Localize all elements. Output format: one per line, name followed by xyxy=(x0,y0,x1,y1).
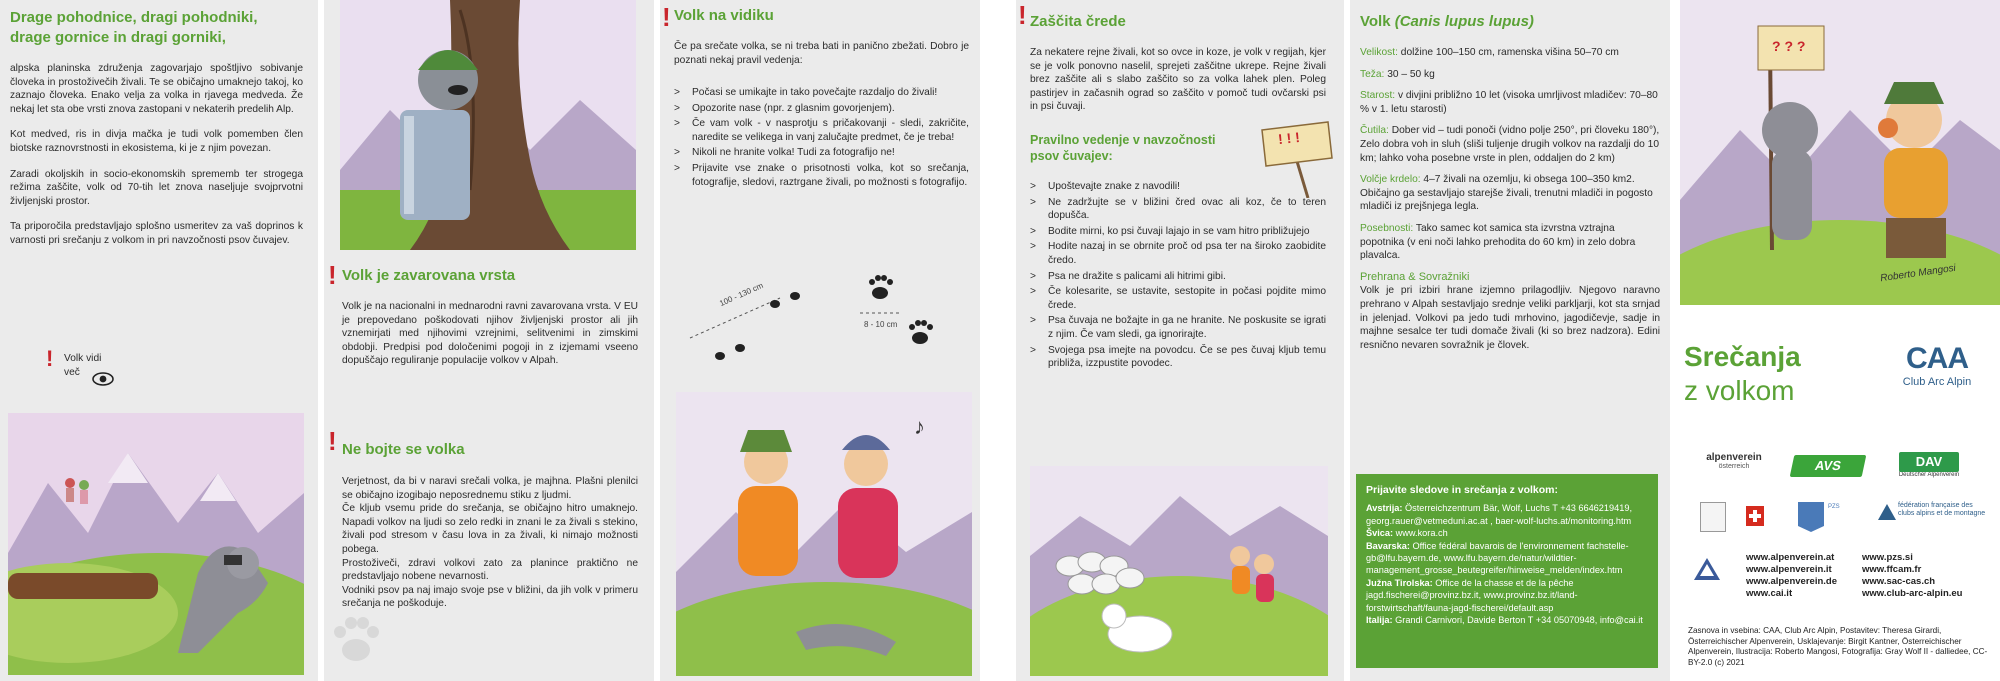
protected-species-text: Volk je na nacionalni in mednarodni ravni zavarovana vrsta. V EU je prepovedano poškodovati njihov življenjski prostor ali jih vznemirjati med njihovimi vzrejnimi, selitvenimi in zimskimi obdobji. Predpisi pod določenimi pogoji in z izjemami vseeno dopuščajo reguliranje populacije volkov v Alpah. xyxy=(342,301,638,367)
paw-print-watermark xyxy=(326,610,386,670)
paw-size-label: 8 - 10 cm xyxy=(864,320,898,329)
sign-question-marks: ? ? ? xyxy=(1772,38,1806,54)
wolf-sees-more-note: Volk vidi več xyxy=(64,353,102,378)
caa-logo-mark: CAA xyxy=(1906,342,1968,375)
exclamation-icon: ! xyxy=(328,260,337,290)
credits-text: Zasnova in vsebina: CAA, Club Arc Alpin, Postavitev: Theresa Girardi, Österreichischer Alpenverein, Usklajevanje: Birgit Kantner, Österreichischer Alpenverein, Ilustracija: Roberto Mangosi, Fotografija: Gray Wolf II - dalliedee, CC-BY-2.0 (c) 2021 xyxy=(1688,626,1988,667)
contact-switzerland: Švica: www.kora.ch xyxy=(1366,528,1448,539)
wolf-facts-list xyxy=(1360,46,1660,352)
heading-wolf-in-sight: Volk na vidiku xyxy=(674,7,774,24)
swiss-cross-icon xyxy=(1746,506,1764,526)
website-link[interactable]: www.cai.it xyxy=(1746,588,1793,599)
rules-list xyxy=(1030,180,1326,371)
panel-wolf-in-sight xyxy=(660,0,980,681)
contact-austria: Avstrija: Österreichzentrum Bär, Wolf, Luchs T +43 6646219419, georg.rauer@vetmeduni.ac.at , baer-wolf-luchs.at/monitoring.htm xyxy=(1366,503,1633,526)
rule-item: > Prijavite vse znake o prisotnosti volka, kot so srečanja, fotografije, sledovi, raztrgane živali, po možnosti s fotografijo. xyxy=(674,162,969,189)
rule-item: > Počasi se umikajte in tako povečajte razdaljo do živali! xyxy=(674,86,969,100)
heading-dont-fear: Ne bojte se volka xyxy=(342,441,465,458)
illustration-wolf-with-sign xyxy=(1680,0,2000,305)
cover-title: Srečanja z volkom xyxy=(1684,341,1801,406)
dont-fear-text: Verjetnost, da bi v naravi srečali volka, je majhna. Plašni plenilci se običajno izogibajo neposrednemu stiku z ljudmi. Če kljub vsemu pride do srečanja, se običajno hitro umaknejo. Napadi volkov na ljudi so zelo redki in znani le za živali s stekino, živali pod stresom v času lova in za živali, ki nimajo možnosti pobega. Prostoživeči, zdravi volkovi zato za planince praktično ne predstavljajo nobene nevarnosti. Vodniki psov pa naj imajo svoje pse v bližini, da jih volk v primeru srečanja ne poškoduje. xyxy=(342,476,638,610)
welcome-para-3: Zaradi okoljskih in socio-ekonomskih sprememb ter strogega režima zaščite, volk od 70-tih let znova naseljuje svojprvotni življenjski prostor. xyxy=(10,168,303,207)
heading-diet-enemies: Prehrana & Sovražniki xyxy=(1360,270,1470,283)
pzs-logo-text: PZS xyxy=(1828,504,1840,510)
exclamation-icon: ! xyxy=(328,426,337,456)
fact-senses: Čutila: Dober vid – tudi ponoči (vidno polje 250°, pri človeku 180°), Zelo dobra voh in sluh (sliši tuljenje drugih volkov na razdalji do 10 km; lahko voha posebne vrste in plen, oddaljen do 2 km) xyxy=(1360,125,1660,164)
member-websites-left xyxy=(1746,552,1837,600)
rule-item: > Svojega psa imejte na povodcu. Če se pes čuvaj kljub temu približa, izzpustite povodec. xyxy=(1030,344,1326,371)
report-sightings-box xyxy=(1356,474,1658,668)
website-link[interactable]: www.club-arc-alpin.eu xyxy=(1862,588,1963,599)
exclamation-icon: ! xyxy=(1018,0,1027,30)
herd-protection-text: Za nekatere rejne živali, kot so ovce in koze, je volk v regijah, kjer se je volk ponovno naselil, sprejeti zaščitne ukrepe. Rejne živali brez zaščite ali s slabo zaščito so za volka lahek plen. Poleg pastirjev in začasnih ograd so zaščito v pomoč tudi ovčarski psi in psi čuvaji. xyxy=(1030,47,1326,113)
rule-item: > Psa ne dražite s palicami ali hitrimi gibi. xyxy=(1030,270,1326,284)
welcome-text xyxy=(10,62,303,260)
dav-logo: DAV Deutscher Alpenverein xyxy=(1898,454,1960,478)
ffcam-logo-text: fédération française des clubs alpins et de montagne xyxy=(1898,502,1986,517)
contact-italy: Italija: Grandi Carnivori, Davide Berton T +34 05070948, info@cai.it xyxy=(1366,615,1643,626)
heading-herd-protection: Zaščita črede xyxy=(1030,13,1126,30)
rule-item: > Psa čuvaja ne božajte in ga ne hranite. Ne poskusite se igrati z njim. Če vam sledi, ga ignorirajte. xyxy=(1030,314,1326,341)
rule-item: > Upoštevajte znake z navodili! xyxy=(1030,180,1326,194)
panel-protected-species xyxy=(324,0,654,681)
illustration-wolf-behind-tree xyxy=(340,0,636,250)
fact-size: Velikost: dolžine 100–150 cm, ramenska višina 50–70 cm xyxy=(1360,47,1619,58)
contact-south-tyrol: Južna Tirolska: Office de la chasse et de la pêche jagd.fischerei@provinz.bz.it, www.provinz.bz.it/land-forstwirtschaft/fauna-jagd-fischerei/default.asp xyxy=(1366,577,1578,613)
panel-cover xyxy=(1680,0,2000,681)
heading-guard-dog-behaviour: Pravilno vedenje v navzočnosti psov čuvajev: xyxy=(1030,133,1216,163)
heading-protected-species: Volk je zavarovana vrsta xyxy=(342,267,516,284)
stride-length-label: 100 - 130 cm xyxy=(718,280,765,309)
website-link[interactable]: www.pzs.si xyxy=(1862,552,1913,563)
pzs-logo-mark xyxy=(1798,502,1824,532)
music-note-icon: ♪ xyxy=(914,414,925,439)
exclamation-icon: ! xyxy=(662,2,671,32)
welcome-title: Drage pohodnice, dragi pohodniki, drage gornice in dragi gorniki, xyxy=(10,9,258,46)
club-arc-alpin-logo xyxy=(1892,342,1982,388)
avs-logo: AVS xyxy=(1790,455,1867,477)
welcome-para-1: alpska planinska združenja zagovarjajo spoštljivo sobivanje človeka in prostoživečih živali. Te se običajno umaknejo takoj, ko zaznajo človeka. Enako velja za volka in rjavega medveda. Že nekaj let sta obe vrsti znova zastopani v nekaterih predelih Alp. xyxy=(10,63,303,115)
eye-icon xyxy=(92,372,114,391)
fact-age: Starost: v divjini približno 10 let (visoka umrljivost mladičev: 70–80 % v 1. letu starosti) xyxy=(1360,90,1658,115)
website-link[interactable]: www.ffcam.fr xyxy=(1862,564,1922,575)
wolf-tracks-diagram xyxy=(680,268,960,378)
report-sightings-title: Prijavite sledove in srečanja z volkom: xyxy=(1366,484,1558,496)
fact-pack: Volčje krdelo: 4–7 živali na ozemlju, ki obsega 100–350 km2. Običajno ga sestavljajo starejše živali, trenutni mladiči in pogosto mladiči iz prejšnjega legla. xyxy=(1360,174,1653,213)
rule-item: > Nikoli ne hranite volka! Tudi za fotografijo ne! xyxy=(674,146,969,160)
contact-bavaria: Bavarska: Office fédéral bavarois de l'environnement fachstelle-gb@lfu.bayern.de, www.lfu.bayern.de/natur/wildtier-management_grosse_beutegreifer/hinweise_melden/index.htm xyxy=(1366,540,1629,576)
illustration-sheep-guard-dog xyxy=(1030,466,1328,676)
panel-welcome xyxy=(0,0,318,681)
rule-item: > Hodite nazaj in se obrnite proč od psa ter na široko zaobidite čredo. xyxy=(1030,240,1326,267)
exclamation-icon: ! xyxy=(46,346,54,371)
panel-herd-protection xyxy=(1016,0,1344,681)
diet-text: Volk je pri izbiri hrane izjemno prilagodljiv. Njegovo naravno prehrano v Alpah sestavljajo srednje veliki parkljarji, kot sta srnjad in jelenjad. Volkovi pa jedo tudi mrhovino, jagodičevje, sadje in majhne sesalce ter tudi domače živali (ki so brez nadzora). Edini resnično nevaren sovražnik je človek. xyxy=(1360,285,1660,351)
guard-dog-rules xyxy=(1030,180,1326,373)
rule-item: > Če kolesarite, se ustavite, sestopite in počasi pojdite mimo črede. xyxy=(1030,285,1326,312)
alpenverein-austria-logo: alpenverein österreich xyxy=(1706,452,1762,470)
rule-item: > Bodite mirni, ko psi čuvaji lajajo in se vam hitro približujejo xyxy=(1030,225,1326,239)
member-websites-right xyxy=(1862,552,1962,600)
fact-weight: Teža: 30 – 50 kg xyxy=(1360,68,1435,80)
rule-item: > Ne zadržujte se v bližini čred ovac ali koz, če to teren dopušča. xyxy=(1030,196,1326,223)
welcome-para-2: Kot medved, ris in divja mačka je tudi volk pomemben člen biotske raznovrstnosti in ekosistema, ki je z njim povezan. xyxy=(10,129,303,154)
rule-item: > Če vam volk - v nasprotju s pričakovanji - sledi, zakričite, naredite se velikega in vanj zalučajte predmet, če je treba! xyxy=(674,117,969,144)
ffcam-logo-mark xyxy=(1878,504,1896,520)
fact-special: Posebnosti: Tako samec kot samica sta izvrstna vztrajna popotnika (v eni noči lahko prehodita do 60 km) in zelo dobra plavalca. xyxy=(1360,222,1636,262)
cai-logo xyxy=(1692,556,1722,586)
wolf-in-sight-intro: Če pa srečate volka, se ni treba bati in panično zbežati. Dobro je poznati nekaj pravil vedenja: xyxy=(674,41,969,66)
welcome-para-4: Ta priporočila predstavljajo splošno usmeritev za vaš doprinos k varnosti pri srečanju z volkom in pri navzočnosti psov čuvajev. xyxy=(10,221,303,246)
illustration-hikers-wolf-binoculars xyxy=(8,413,304,675)
illustrator-signature: Roberto Mangosi xyxy=(1879,262,1957,285)
rules-list xyxy=(674,86,969,189)
sac-cas-logo xyxy=(1700,502,1726,532)
illustration-scared-hikers xyxy=(676,392,972,676)
wolf-in-sight-rules xyxy=(674,86,969,191)
heading-wolf-facts: Volk (Canis lupus lupus) xyxy=(1360,13,1534,30)
website-link[interactable]: www.sac-cas.ch xyxy=(1862,576,1936,587)
website-link[interactable]: www.alpenverein.at xyxy=(1746,552,1835,563)
website-link[interactable]: www.alpenverein.de xyxy=(1746,576,1837,587)
rule-item: > Opozorite nase (npr. z glasnim govorjenjem). xyxy=(674,102,969,116)
sign-exclamations: ! ! ! xyxy=(1277,128,1301,148)
website-link[interactable]: www.alpenverein.it xyxy=(1746,564,1832,575)
caa-logo-text: Club Arc Alpin xyxy=(1902,376,1972,388)
